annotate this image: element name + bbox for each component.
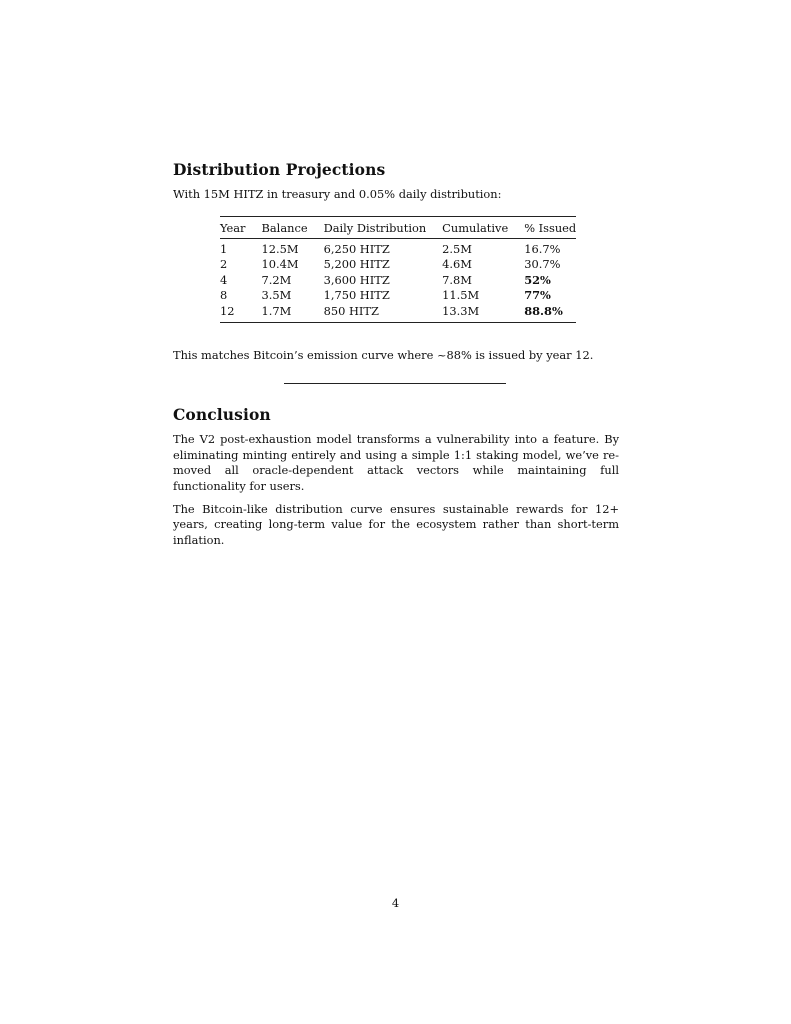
table-row <box>220 304 576 322</box>
cell-daily-distribution: 5,200 HITZ <box>323 257 390 272</box>
table-row <box>220 288 576 304</box>
cell-year: 2 <box>220 257 228 272</box>
cell-percent-issued: 30.7% <box>524 257 561 272</box>
conclusion-paragraph: The V2 post-exhaustion model transforms a vulnerability into a feature. By eliminating minting entirely and using a simple 1:1 staking model, we’ve re-moved all oracle-dependent attack vectors while maintaining full functionality for users. <box>173 432 619 493</box>
cell-balance: 10.4M <box>261 257 299 272</box>
table-header-percent-issued: % Issued <box>524 216 576 238</box>
emission-curve-note: This matches Bitcoin’s emission curve where ~88% is issued by year 12. <box>173 347 594 362</box>
cell-percent-issued: 77% <box>524 288 551 303</box>
distribution-intro-text: With 15M HITZ in treasury and 0.05% daily distribution: <box>173 187 502 201</box>
cell-year: 8 <box>220 288 228 303</box>
table-header-year: Year <box>220 216 262 238</box>
cell-balance: 12.5M <box>261 241 299 256</box>
page-number: 4 <box>391 896 400 910</box>
table-row <box>220 273 576 289</box>
section-divider <box>284 383 506 384</box>
cell-balance: 3.5M <box>261 288 292 303</box>
cell-cumulative: 2.5M <box>442 241 472 256</box>
table-header-daily-distribution: Daily Distribution <box>324 216 443 238</box>
cell-daily-distribution: 850 HITZ <box>324 304 443 322</box>
table-header-cumulative: Cumulative <box>442 216 524 238</box>
cell-year: 1 <box>220 241 228 256</box>
cell-cumulative: 4.6M <box>442 257 472 272</box>
distribution-table <box>220 216 576 323</box>
document-page <box>173 158 619 548</box>
table-header-row <box>220 216 576 238</box>
section-heading-distribution-projections: Distribution Projections <box>173 160 386 179</box>
table-row <box>220 257 576 273</box>
cell-balance: 7.2M <box>261 272 292 287</box>
cell-cumulative: 13.3M <box>442 304 524 322</box>
cell-balance: 1.7M <box>262 304 324 322</box>
conclusion-paragraph: The Bitcoin-like distribution curve ensures sustainable rewards for 12+ years, creating long-term value for the ecosystem rather than short-term inflation. <box>173 501 619 547</box>
cell-percent-issued: 16.7% <box>524 241 561 256</box>
cell-daily-distribution: 3,600 HITZ <box>323 272 390 287</box>
cell-daily-distribution: 1,750 HITZ <box>323 288 390 303</box>
cell-cumulative: 11.5M <box>442 288 480 303</box>
cell-percent-issued: 88.8% <box>524 304 576 322</box>
cell-daily-distribution: 6,250 HITZ <box>323 241 390 256</box>
cell-year: 12 <box>220 304 262 322</box>
cell-percent-issued: 52% <box>524 272 551 287</box>
table-row <box>220 238 576 257</box>
cell-year: 4 <box>220 272 228 287</box>
cell-cumulative: 7.8M <box>442 272 472 287</box>
table-header-balance: Balance <box>262 216 324 238</box>
section-heading-conclusion: Conclusion <box>173 405 271 425</box>
